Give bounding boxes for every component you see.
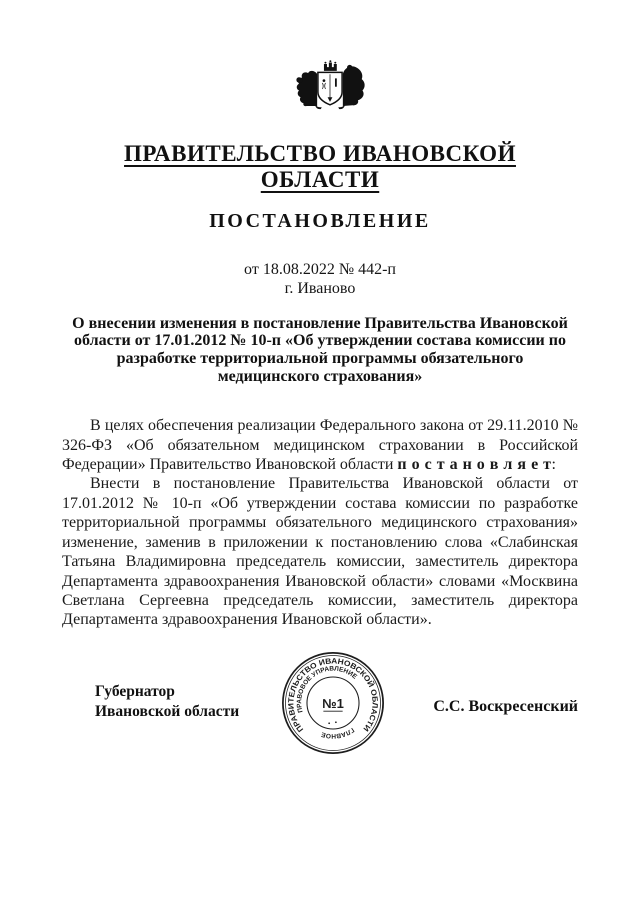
body-paragraph-1 [62, 416, 578, 474]
document-title: О внесении изменения в постановление Правительства Ивановской области от 17.01.2012 № 10-п «Об утверждении состава комиссии по разработке территориальной программы обязательного медицинского страхования» [72, 314, 568, 385]
decree-verb: п о с т а н о в л я е т [397, 456, 552, 474]
doc-type-heading: ПОСТАНОВЛЕНИЕ [209, 209, 431, 232]
city-line: г. Иваново [284, 279, 356, 297]
paragraph-1-colon: : [551, 456, 556, 474]
signature-block [62, 650, 578, 775]
stamp-inner-top-text: ПРАВОВОЕ УПРАВЛЕНИЕ [296, 665, 359, 714]
org-name-heading: ПРАВИТЕЛЬСТВО ИВАНОВСКОЙ ОБЛАСТИ [124, 141, 516, 193]
body-paragraph-2: Внести в постановление Правительства Ивановской области от 17.01.2012 № 10-п «Об утверждении состава комиссии по разработке территориальной программы обязательного медицинского страхования» изменение, заменив в приложении к постановлению слова «Слабинская Татьяна Владимировна председатель комиссии, заместитель директора Департамента здравоохранения Ивановской области» словами «Москвина Светлана Сергеевна председатель комиссии, заместитель директора Департамента здравоохранения Ивановской области». [62, 475, 578, 629]
stamp-number: №1 [322, 695, 344, 711]
coat-of-arms-icon [292, 58, 368, 126]
signatory-position-line2: Ивановской области [95, 702, 240, 720]
signatory-position-line1: Губернатор [95, 682, 175, 700]
date-number-line: от 18.08.2022 № 442-п [244, 260, 396, 278]
stamp-outer-text: ПРАВИТЕЛЬСТВО ИВАНОВСКОЙ ОБЛАСТИ [286, 656, 380, 734]
signatory-position [95, 682, 239, 722]
stamp-inner-bottom-text: ГЛАВНОЕ [320, 725, 356, 739]
document-body [62, 416, 578, 629]
legal-department-seal [280, 650, 386, 756]
signatory-name: С.С. Воскресенский [433, 697, 578, 715]
emblem-container [62, 58, 578, 126]
paragraph-1-text: В целях обеспечения реализации Федерального закона от 29.11.2010 № 326-ФЗ «Об обязательном медицинском страховании в Российской Федерации» Правительство Ивановской области [62, 417, 578, 474]
